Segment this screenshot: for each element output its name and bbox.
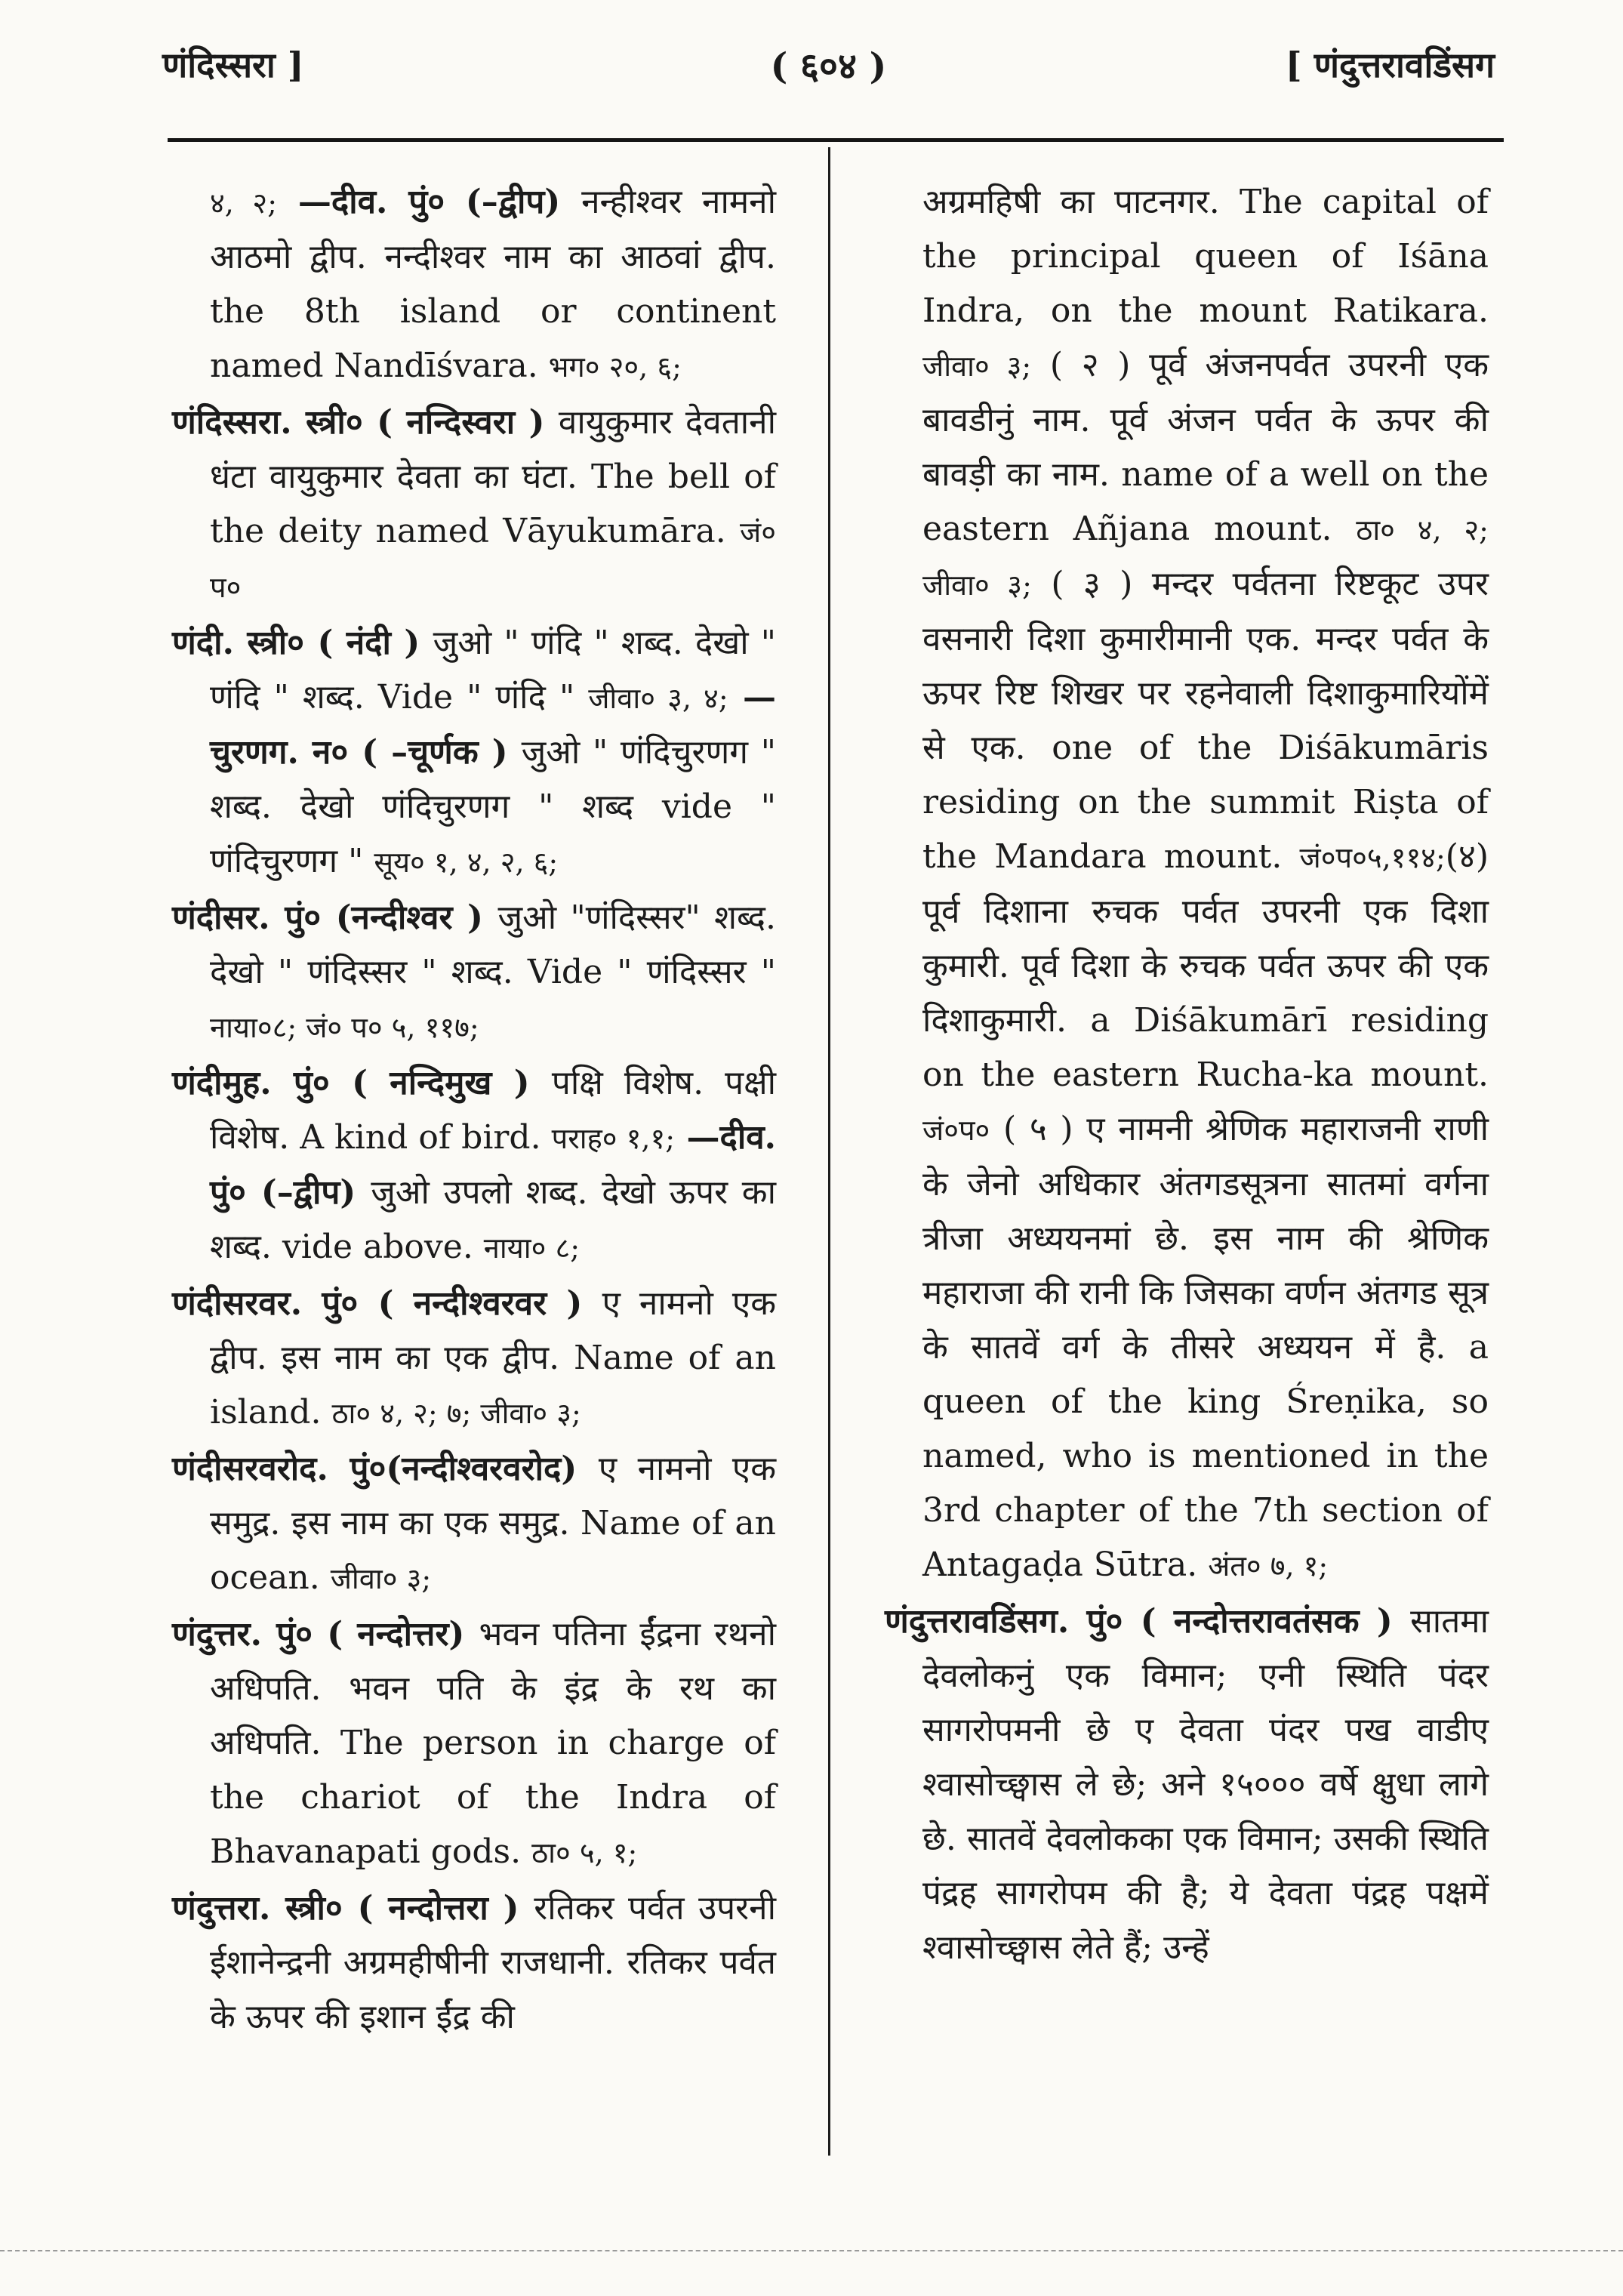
dictionary-entry	[172, 1607, 776, 1880]
definition-text: पक्षि विशेष. पक्षी विशेष. A kind of bird.	[210, 1064, 777, 1157]
dictionary-entry	[172, 1056, 776, 1275]
headword: णंदिस्सरा. स्त्री० ( नन्दिस्वरा )	[172, 403, 559, 442]
footer-rule	[0, 2250, 1623, 2251]
page-number: ( ६०४ )	[770, 45, 887, 88]
citation: नाया०८; जं० प० ५, ११७;	[210, 1011, 479, 1044]
citation: जं० प०	[210, 516, 776, 604]
definition-text: ए नामनो एक द्वीप. इस नाम का एक द्वीप. Name of an island.	[210, 1284, 776, 1432]
dictionary-entry	[172, 396, 776, 615]
citation: जं०प०	[922, 1114, 990, 1147]
definition-text: ( ५ ) ए नामनी श्रेणिक महाराजनी राणी के जेनो अधिकार अंतगडसूत्रना सातमां वर्गना त्रीजा अध्ययनमां छे. इस नाम की श्रेणिक महाराजा की रानी कि जिसका वर्णन अंतगड सूत्र के सातवें वर्ग के तीसरे अध्ययन में है. a queen of the king Śreṇika, so named, who is mentioned in the 3rd chapter of the 7th section of Antagaḍa Sūtra.	[922, 1110, 1489, 1584]
headword: णंदुत्तरावडिंसग. पुं० ( नन्दोत्तरावतंसक )	[885, 1602, 1411, 1641]
right-column	[885, 175, 1489, 1977]
header-rule	[168, 138, 1504, 142]
citation: सूय० १, ४, २, ६;	[374, 846, 559, 879]
running-head-first-word: णंदिस्सरा ]	[162, 45, 304, 85]
citation: ४, २;	[210, 186, 277, 220]
citation: जं०प०५,११४;	[1299, 841, 1446, 874]
definition-text: भवन पतिना ईंद्रना रथनो अधिपति. भवन पति के इंद्र के रथ का अधिपति. The person in charge of the chariot of the Indra of Bhavanapati gods.	[210, 1615, 776, 1871]
definition-text: जुओ "णंदिस्सर" शब्द. देखो " णंदिस्सर " शब्द. Vide " णंदिस्सर "	[210, 898, 776, 991]
definition-text: ( २ ) पूर्व अंजनपर्वत उपरनी एक बावडीनुं नाम. पूर्व अंजन पर्वत के ऊपर की बावड़ी का नाम. name of a well on the eastern Añjana mount.	[922, 346, 1489, 548]
citation: पराह० १,१;	[551, 1122, 676, 1155]
headword: णंदुत्तर. पुं० ( नन्दोत्तर)	[172, 1615, 479, 1653]
dictionary-entry	[172, 1881, 776, 2045]
headword: णंदुत्तरा. स्त्री० ( नन्दोत्तरा )	[172, 1889, 534, 1928]
definition-text: जुओ उपलो शब्द. देखो ऊपर का शब्द. vide above.	[210, 1173, 776, 1266]
column-divider	[828, 147, 830, 2156]
entry-continuation	[172, 175, 776, 394]
sub-entry: —चुरणग. न० ( –चूर्णक )	[210, 678, 776, 772]
definition-text: जुओ " णंदिचुरणग " शब्द. देखो णंदिचुरणग " शब्द vide " णंदिचुरणग "	[210, 733, 776, 880]
sub-entry: —दीव. पुं० (–द्वीप)	[277, 183, 582, 221]
definition-text: ए नामनो एक समुद्र. इस नाम का एक समुद्र. Name of an ocean.	[210, 1450, 776, 1597]
definition-text: अग्रमहिषी का पाटनगर. The capital of the principal queen of Iśāna Indra, on the mount Ratikara.	[922, 183, 1489, 330]
citation: भग० २०, ६;	[548, 350, 682, 384]
citation: जीवा० ३;	[922, 350, 1032, 383]
definition-text: नन्हीश्वर नामनो आठमो द्वीप. नन्दीश्वर नाम का आठवां द्वीप. the 8th island or continent named Nandīśvara.	[210, 183, 776, 385]
headword: णंदीमुह. पुं० ( नन्दिमुख )	[172, 1064, 552, 1102]
dictionary-entry	[885, 1595, 1489, 1975]
definition-text: वायुकुमार देवतानी धंटा वायुकुमार देवता का घंटा. The bell of the deity named Vāyukumāra.	[210, 403, 777, 550]
citation: अंत० ७, १;	[1208, 1549, 1329, 1583]
dictionary-entry	[172, 1442, 776, 1606]
dictionary-entry	[172, 616, 776, 889]
headword: णंदीसरवर. पुं० ( नन्दीश्वरवर )	[172, 1284, 602, 1323]
definition-text: रतिकर पर्वत उपरनी ईशानेन्द्रनी अग्रमहीषीनी राजधानी. रतिकर पर्वत के ऊपर की इशान ईंद्र की	[210, 1889, 776, 2036]
running-head	[162, 41, 1495, 101]
definition-text: ( ३ ) मन्दर पर्वतना रिष्टकूट उपर वसनारी दिशा कुमारीमानी एक. मन्दर पर्वत के ऊपर रिष्ट शिखर पर रहनेवाली दिशाकुमारियोंमें से एक. one of the Diśākumāris residing on the summit Riṣta of the Mandara mount.	[922, 565, 1489, 876]
definition-text: जुओ " णंदि " शब्द. देखो " णंदि " शब्द. Vide " णंदि "	[210, 624, 776, 717]
headword: णंदीसर. पुं० (नन्दीश्वर )	[172, 898, 498, 937]
citation: जीवा० ३;	[330, 1562, 432, 1595]
citation: ठा० ५, १;	[531, 1836, 638, 1869]
citation: जीवा० ३, ४;	[588, 682, 728, 715]
sub-entry: —दीव. पुं० (–द्वीप)	[210, 1118, 776, 1212]
dictionary-entry	[172, 1277, 776, 1441]
headword: णंदीसरवरोद. पुं०(नन्दीश्वरवरोद)	[172, 1450, 599, 1488]
dictionary-entry	[172, 891, 776, 1055]
entry-continuation	[885, 175, 1489, 1593]
definition-text: (४) पूर्व दिशाना रुचक पर्वत उपरनी एक दिशा कुमारी. पूर्व दिशा के रुचक पर्वत ऊपर की एक दिशाकुमारी. a Diśākumārī residing on the eastern Rucha-ka mount.	[922, 837, 1489, 1094]
left-column	[172, 175, 776, 2046]
citation: नाया० ८;	[483, 1231, 581, 1265]
definition-text: सातमा देवलोकनुं एक विमान; एनी स्थिति पंदर सागरोपमनी छे ए देवता पंदर पख वाडीए श्वासोच्छ्वास ले छे; अने १५००० वर्षे क्षुधा लागे छे. सातवें देवलोकका एक विमान; उसकी स्थिति पंद्रह सागरोपम की है; ये देवता पंद्रह पक्षमें श्वासोच्छ्वास लेते हैं; उन्हें	[922, 1602, 1489, 1967]
running-head-last-word: [ णंदुत्तरावडिंसग	[1285, 45, 1495, 85]
citation: ठा० ४, २; ७; जीवा० ३;	[331, 1397, 581, 1430]
headword: णंदी. स्त्री० ( नंदी )	[172, 624, 433, 662]
citation: ठा० ४, २; जीवा० ३;	[922, 513, 1489, 602]
